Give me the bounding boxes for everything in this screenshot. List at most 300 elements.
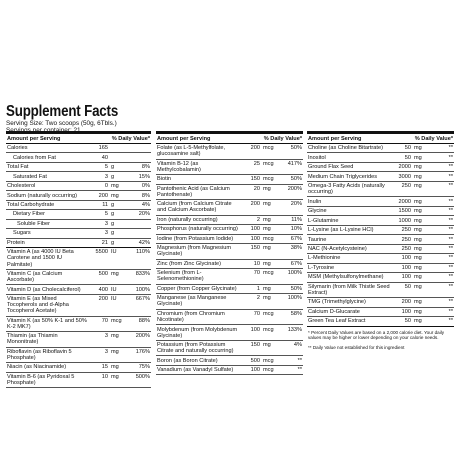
nutrient-name: Vitamin B-6 (as Pyridoxal 5 Phosphate) [7,373,75,386]
nutrient-unit: mg [414,183,422,190]
nutrient-amount: 50 [404,318,411,325]
nutrient-name: Choline (as Choline Bitartrate) [308,145,383,152]
nutrient-name: Sodium (naturally occurring) [7,192,77,199]
nutrient-amount: 21 [101,239,108,246]
nutrient-row [6,229,151,238]
nutrient-name: Inulin [308,198,322,205]
nutrient-amount: 100 [250,235,260,242]
nutrient-unit: mcg [263,176,274,183]
nutrient-row [307,254,454,263]
nutrient-unit: mg [414,255,422,262]
nutrient-amount: 200 [250,201,260,208]
nutrient-daily-value: ** [448,308,453,315]
nutrient-name: Chromium (from Chromium Nicotinate) [157,310,225,324]
nutrient-daily-value: 100% [287,270,302,277]
nutrient-daily-value: ** [448,183,453,190]
nutrient-amount: 70 [253,310,260,317]
nutrient-name: Calcium (from Calcium Citrate and Calcium Ascorbate) [157,201,232,214]
footnotes [307,330,454,351]
nutrient-amount: 500 [98,271,108,277]
nutrient-row [6,163,151,172]
nutrient-unit: mg [111,271,119,277]
nutrient-name: Biotin [157,176,171,183]
nutrient-row [6,201,151,210]
nutrient-amount: 100 [401,264,411,271]
nutrient-name: Thiamin (as Thiamin Mononitrate) [7,333,58,346]
nutrient-amount: 200 [98,192,108,199]
nutrient-row [307,172,454,181]
nutrient-name: Manganese (as Manganese Glycinate) [157,295,227,308]
nutrient-row [307,216,454,225]
nutrient-daily-value: ** [448,154,453,161]
nutrient-amount: 3 [104,173,108,180]
nutrient-unit: mg [263,260,271,267]
nutrient-row [307,235,454,244]
nutrient-row [6,332,151,348]
nutrient-row [156,269,303,285]
nutrient-amount: 50 [404,154,411,161]
nutrient-daily-value: 75% [138,364,150,371]
nutrient-name: Pantothenic Acid (as Calcium Pantothenate) [157,185,230,198]
nutrient-unit: mg [263,285,271,292]
nutrient-row [156,341,303,357]
nutrient-unit: mg [414,208,422,215]
nutrient-name: TMG (Trimethylglycine) [308,299,366,306]
nutrient-daily-value: 667% [135,296,150,303]
nutrient-unit: g [111,164,115,171]
nutrient-daily-value: ** [297,357,302,364]
nutrient-name: L-Methionine [308,255,341,262]
nutrient-daily-value: ** [448,208,453,215]
nutrient-row [156,225,303,234]
nutrient-row [6,373,151,389]
servings-per-container: Servings per container: 21 [6,127,81,135]
nutrient-daily-value: ** [448,217,453,224]
nutrient-daily-value: 200% [135,333,150,340]
nutrient-daily-value: 42% [138,239,150,246]
nutrient-daily-value: ** [448,264,453,271]
nutrient-daily-value: 4% [293,342,302,349]
nutrient-unit: mg [263,295,271,302]
nutrient-name: Riboflavin (as Riboflavin 5 Phosphate) [7,348,72,361]
nutrient-amount: 250 [401,245,411,252]
facts-column-2 [156,131,303,375]
nutrient-name: Magnesium (from Magnesium Glycinate) [157,245,231,258]
nutrient-rows [156,144,303,375]
nutrient-name: L-Glutamine [308,217,339,224]
nutrient-name: Medium Chain Triglycerides [308,173,378,180]
nutrient-daily-value: 500% [135,373,150,380]
nutrient-daily-value: ** [448,198,453,205]
nutrient-unit: mg [414,227,422,234]
nutrient-unit: mg [414,217,422,224]
nutrient-daily-value: 50% [290,285,302,292]
nutrient-unit: mg [414,318,422,325]
nutrient-amount: 3 [104,230,108,237]
daily-value-heading: % Daily Value* [263,135,302,142]
nutrient-unit: mg [414,245,422,252]
nutrient-name: Vitamin K (as 50% K-1 and 50% K-2 MK7) [7,317,87,330]
nutrient-amount: 3 [104,348,108,355]
nutrient-daily-value [127,220,151,228]
nutrient-row [307,197,454,206]
nutrient-name: Iron (naturally occurring) [157,216,218,223]
nutrient-amount: 70 [253,270,260,277]
nutrient-unit: mg [263,245,271,252]
nutrient-unit: mg [414,145,422,152]
nutrient-daily-value: ** [448,173,453,180]
nutrient-name: Vanadium (as Vanadyl Sulfate) [157,367,234,374]
nutrient-daily-value: 100% [287,295,302,302]
nutrient-name: Dietary Fiber [13,211,46,218]
nutrient-unit: g [111,202,115,208]
nutrient-row [6,182,151,191]
nutrient-name: Vitamin B-12 (as Methylcobalamin) [157,160,201,173]
nutrient-unit: mg [414,264,422,271]
nutrient-name: Zinc (from Zinc Glycinate) [157,260,222,267]
nutrient-amount: 100 [250,326,260,333]
nutrient-amount: 20 [253,185,260,192]
nutrient-amount: 5 [104,211,108,218]
nutrient-unit: mcg [263,367,274,374]
nutrient-unit: IU [111,296,117,303]
nutrient-daily-value: 20% [290,201,302,208]
nutrient-daily-value: ** [448,227,453,234]
nutrient-name: Protein [7,239,25,246]
nutrient-row [156,294,303,310]
nutrient-unit: mcg [263,160,274,167]
nutrient-daily-value: ** [448,164,453,171]
nutrient-row [156,260,303,269]
nutrient-amount: 5 [104,164,108,171]
nutrient-name: Vitamin A (as 4000 IU Beta Carotene and 1500 IU Palmitate) [7,249,74,268]
nutrient-amount: 3 [104,333,108,340]
nutrient-unit: mg [111,373,119,380]
nutrient-row [156,285,303,294]
nutrient-row [307,298,454,307]
footnote-not-established: ** Daily Value not established for this ingredient [308,344,405,350]
nutrient-amount: 1500 [398,208,411,215]
nutrient-amount: 200 [401,299,411,306]
nutrient-unit: g [111,220,115,227]
nutrient-row [307,182,454,198]
nutrient-name: Niacin (as Niacinamide) [7,364,67,371]
nutrient-row [156,235,303,244]
nutrient-amount: 100 [401,255,411,262]
nutrient-daily-value [127,144,151,152]
nutrient-name: Soluble Fiber [17,220,50,227]
nutrient-amount: 3000 [398,173,411,180]
footnote-daily-values: * Percent Daily Values are based on a 2,000 calorie diet. Your daily values may be higher or lower depending on your calorie needs. [308,329,445,341]
nutrient-daily-value: 50% [290,145,302,152]
nutrient-unit [109,144,127,152]
nutrient-unit: IU [111,286,117,293]
nutrient-daily-value: ** [448,274,453,281]
nutrient-amount: 100 [401,308,411,315]
nutrient-name: Green Tea Leaf Extract [308,318,366,325]
nutrient-daily-value: ** [448,299,453,306]
nutrient-row [156,144,303,160]
nutrient-daily-value: 10% [290,226,302,233]
nutrient-name: NAC (N-Acetylcysteine) [308,245,367,252]
nutrient-daily-value: 67% [290,235,302,242]
nutrient-row [6,191,151,200]
nutrient-name: Silymarin (from Milk Thistle Seed Extract) [308,283,390,296]
nutrient-row [307,163,454,172]
nutrient-name: Folate (as L-5-Methylfolate, glucosamine salt) [157,145,226,158]
nutrient-row [6,317,151,333]
nutrient-unit [109,153,127,161]
nutrient-daily-value [127,153,151,161]
nutrient-rows [6,144,151,388]
nutrient-row [6,144,151,153]
nutrient-name: Inositol [308,154,326,161]
nutrient-unit: IU [111,249,117,256]
nutrient-unit: mcg [263,357,274,364]
nutrient-row [307,273,454,282]
nutrient-daily-value: ** [448,255,453,262]
nutrient-row [307,283,454,299]
nutrient-amount: 250 [401,227,411,234]
nutrient-row [156,356,303,365]
nutrient-amount: 150 [250,176,260,183]
nutrient-amount: 0 [104,183,108,190]
nutrient-amount: 2 [256,216,260,223]
nutrient-name: Selenium (from L- Selenomethionine) [157,270,204,283]
facts-column-3 [307,131,454,354]
nutrient-daily-value: 133% [287,326,302,333]
nutrient-row [6,363,151,372]
nutrient-daily-value: ** [297,367,302,374]
nutrient-daily-value: 833% [135,271,150,277]
nutrient-name: Iodine (from Potassium Iodide) [157,235,234,242]
nutrient-name: Boron (as Boron Citrate) [157,357,218,364]
nutrient-amount: 2000 [398,164,411,171]
nutrient-daily-value: 417% [287,160,302,167]
amount-per-serving-heading: Amount per Serving [7,135,61,142]
nutrient-row [6,239,151,248]
nutrient-amount: 200 [98,296,108,303]
nutrient-unit: mg [414,299,422,306]
nutrient-row [156,366,303,375]
nutrient-daily-value: 11% [291,216,302,223]
nutrient-unit: mcg [263,145,274,152]
nutrient-unit: mg [263,185,271,192]
nutrient-name: Calcium D-Glucarate [308,308,360,315]
nutrient-amount: 70 [101,317,108,324]
nutrient-unit: mg [414,283,422,290]
nutrient-name: Phosphorus (naturally occurring) [157,226,238,233]
serving-size: Serving Size: Two scoops (50g, 6Tbls.) [6,120,117,127]
nutrient-unit: g [111,239,115,246]
column-header [6,134,151,144]
nutrient-row [307,317,454,326]
supplement-facts-title: Supplement Facts [6,103,119,120]
nutrient-unit: mg [263,342,271,349]
nutrient-amount: 400 [98,286,108,293]
nutrient-row [6,153,151,162]
nutrient-name: Calories [7,145,28,152]
nutrient-daily-value: ** [448,145,453,152]
nutrient-unit: g [111,173,115,180]
nutrient-daily-value: 50% [290,176,302,183]
nutrient-amount: 150 [250,245,260,252]
nutrient-name: Vitamin C (as Calcium Ascorbate) [7,271,63,284]
nutrient-daily-value: 15% [138,173,150,180]
nutrient-row [6,295,151,317]
nutrient-name: Ground Flax Seed [308,164,354,171]
amount-per-serving-heading: Amount per Serving [157,135,211,142]
nutrient-daily-value: 100% [135,286,150,293]
nutrient-daily-value: ** [448,318,453,325]
nutrient-row [307,308,454,317]
nutrient-row [307,264,454,273]
nutrient-row [6,248,151,270]
nutrient-name: Saturated Fat [13,173,47,180]
nutrient-name: Glycine [308,208,327,215]
nutrient-row [307,226,454,235]
nutrient-daily-value: 58% [290,310,302,317]
nutrient-row [307,144,454,153]
nutrient-row [6,348,151,364]
nutrient-unit: mg [111,192,119,199]
nutrient-name: Cholesterol [7,183,36,190]
nutrient-name: Omega-3 Fatty Acids (naturally occurring) [308,183,385,196]
nutrient-amount: 200 [250,145,260,152]
facts-column-1 [6,131,151,388]
nutrient-daily-value: 0% [141,183,150,190]
column-header [307,134,454,144]
daily-value-heading: % Daily Value* [111,135,150,142]
daily-value-heading: % Daily Value* [414,135,453,142]
nutrient-daily-value: 67% [290,260,302,267]
nutrient-unit: mg [263,201,271,208]
nutrient-unit: mcg [111,317,122,324]
nutrient-unit: g [111,230,115,237]
nutrient-daily-value: 8% [141,192,150,199]
nutrient-daily-value [127,229,151,237]
nutrient-amount: 50 [404,283,411,290]
nutrient-row [156,244,303,260]
nutrient-row [307,153,454,162]
nutrient-daily-value: 200% [287,185,302,192]
nutrient-daily-value: 20% [138,211,150,218]
nutrient-amount: 15 [101,364,108,371]
nutrient-unit: mg [414,198,422,205]
nutrient-name: Copper (from Copper Glycinate) [157,285,237,292]
nutrient-amount: 1 [256,285,260,292]
nutrient-unit: mg [111,364,119,371]
nutrient-unit: mcg [263,235,274,242]
nutrient-name: Potassium (from Potassium Citrate and naturally occurring) [157,342,234,355]
nutrient-unit: mg [263,226,271,233]
nutrient-name: Vitamin D (as Cholecalciferol) [7,286,81,293]
nutrient-unit: mg [111,348,119,355]
nutrient-amount: 2000 [398,198,411,205]
nutrient-unit: mg [414,274,422,281]
nutrient-daily-value: 38% [290,245,302,252]
nutrient-unit: mg [414,173,422,180]
nutrient-amount: 11 [102,202,108,208]
nutrient-amount: 10 [101,373,108,380]
nutrient-unit: mg [111,183,119,190]
nutrient-unit: mg [111,333,119,340]
nutrient-amount: 3 [104,220,108,227]
nutrient-name: Total Carbohydrate [7,202,55,208]
nutrient-amount: 1000 [398,217,411,224]
nutrient-row [156,310,303,326]
nutrient-name: MSM (Methylsulfonylmethane) [308,274,384,281]
nutrient-rows [307,144,454,327]
nutrient-amount: 5500 [95,249,108,256]
nutrient-row [156,185,303,201]
nutrient-unit: mg [414,308,422,315]
nutrient-name: Sugars [13,230,31,237]
nutrient-daily-value: ** [448,283,453,290]
nutrient-daily-value: 110% [136,249,150,256]
nutrient-amount: 25 [253,160,260,167]
nutrient-amount: 100 [250,226,260,233]
nutrient-row [307,207,454,216]
nutrient-name: Total Fat [7,164,29,171]
nutrient-row [156,200,303,216]
nutrient-amount: 100 [250,367,260,374]
nutrient-amount: 40 [101,154,108,161]
nutrient-amount: 100 [401,274,411,281]
nutrient-row [6,210,151,219]
nutrient-row [156,325,303,341]
nutrient-daily-value: 4% [141,202,150,208]
nutrient-unit: mcg [263,310,274,317]
nutrient-unit: g [111,211,115,218]
column-header [156,134,303,144]
nutrient-amount: 10 [253,260,260,267]
nutrient-amount: 2 [256,295,260,302]
nutrient-daily-value: 88% [138,317,150,324]
nutrient-row [156,175,303,184]
nutrient-name: Vitamin E (as Mixed Tocopherols and d-Alpha Tocopherol Acetate) [7,296,69,315]
nutrient-unit: mcg [263,270,274,277]
nutrient-row [6,270,151,286]
nutrient-unit: mg [414,164,422,171]
nutrient-amount: 150 [250,342,260,349]
nutrient-row [156,216,303,225]
nutrient-daily-value: ** [448,236,453,243]
nutrient-name: Taurine [308,236,327,243]
nutrient-name: L-Lysine (as L-Lysine HCl) [308,227,374,234]
nutrient-daily-value: ** [448,245,453,252]
nutrient-daily-value: 176% [135,348,150,355]
nutrient-row [307,245,454,254]
nutrient-name: Molybdenum (from Molybdenum Glycinate) [157,326,238,339]
label-header [6,104,306,134]
nutrient-amount: 500 [250,357,260,364]
nutrient-row [6,172,151,181]
nutrient-amount: 250 [401,236,411,243]
nutrient-row [6,220,151,229]
nutrient-unit: mg [414,154,422,161]
nutrient-amount: 250 [401,183,411,190]
nutrient-unit: mg [414,236,422,243]
nutrient-row [6,285,151,294]
nutrient-name: Calories from Fat [13,154,56,161]
nutrient-row [156,160,303,176]
amount-per-serving-heading: Amount per Serving [308,135,362,142]
nutrient-daily-value: 8% [141,164,150,171]
nutrient-amount: 165 [98,145,108,152]
nutrient-unit: mg [263,216,271,223]
nutrient-amount: 50 [404,145,411,152]
